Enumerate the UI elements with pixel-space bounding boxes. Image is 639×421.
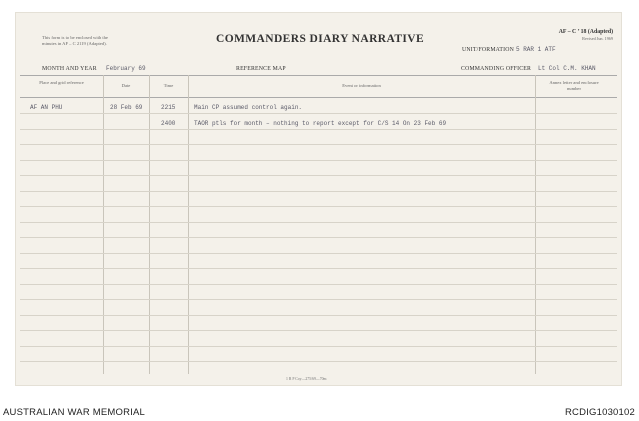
row-1-place: AF AN PHU	[30, 104, 63, 111]
ruled-line	[20, 361, 617, 362]
ruled-line	[20, 284, 617, 285]
ruled-line	[20, 129, 617, 130]
form-code: AF – C ’ 18 (Adapted)	[558, 29, 613, 35]
month-year-label: MONTH AND YEAR	[42, 66, 97, 72]
diary-form-sheet	[15, 12, 622, 386]
unit-label: UNIT/FORMATION	[462, 47, 515, 53]
ruled-line	[20, 268, 617, 269]
ruled-line	[20, 299, 617, 300]
reference-map-label: REFERENCE MAP	[236, 66, 286, 72]
month-year-value: February 69	[106, 65, 146, 72]
ruled-line	[20, 315, 617, 316]
ruled-line	[20, 175, 617, 176]
ruled-line	[20, 206, 617, 207]
ruled-line	[20, 330, 617, 331]
unit-value: 5 RAR 1 ATF	[516, 46, 556, 53]
ruled-line	[20, 237, 617, 238]
ruled-line	[20, 346, 617, 347]
form-revised: Revised Jun. 1969	[582, 36, 613, 41]
table-top-rule	[20, 75, 617, 76]
header-time: Time	[163, 83, 174, 88]
row-1-event: Main CP assumed control again.	[194, 104, 303, 111]
header-date: Date	[121, 83, 131, 88]
ruled-line	[20, 253, 617, 254]
printer-imprint: 1 R P Coy—275/69—70m	[286, 377, 327, 381]
commanding-officer-value: Lt Col C.M. KHAN	[538, 65, 596, 72]
archive-reference: RCDIG1030102	[565, 407, 635, 418]
header-annex: Annex letter and enclosure number	[549, 80, 599, 91]
row-1-date: 28 Feb 69	[110, 104, 143, 111]
ruled-line	[20, 113, 617, 114]
table-header-rule	[20, 97, 617, 98]
form-notice-line-1: This form is to be enclosed with the	[42, 35, 108, 40]
row-2-event: TAOR ptls for month – nothing to report except for C/S 14 On 23 Feb 69	[194, 120, 447, 127]
archive-institution: AUSTRALIAN WAR MEMORIAL	[3, 407, 146, 418]
form-title: COMMANDERS DIARY NARRATIVE	[216, 33, 425, 45]
commanding-officer-label: COMMANDING OFFICER	[461, 66, 532, 72]
ruled-line	[20, 160, 617, 161]
row-1-time: 2215	[161, 104, 176, 111]
ruled-line	[20, 222, 617, 223]
ruled-line	[20, 191, 617, 192]
form-notice-line-2: minutes in AF – C 2119 (Adapted).	[42, 41, 107, 46]
row-2-time: 2400	[161, 120, 176, 127]
header-event: Event or information	[342, 83, 381, 88]
header-place: Place and grid reference	[39, 80, 84, 85]
ruled-line	[20, 144, 617, 145]
